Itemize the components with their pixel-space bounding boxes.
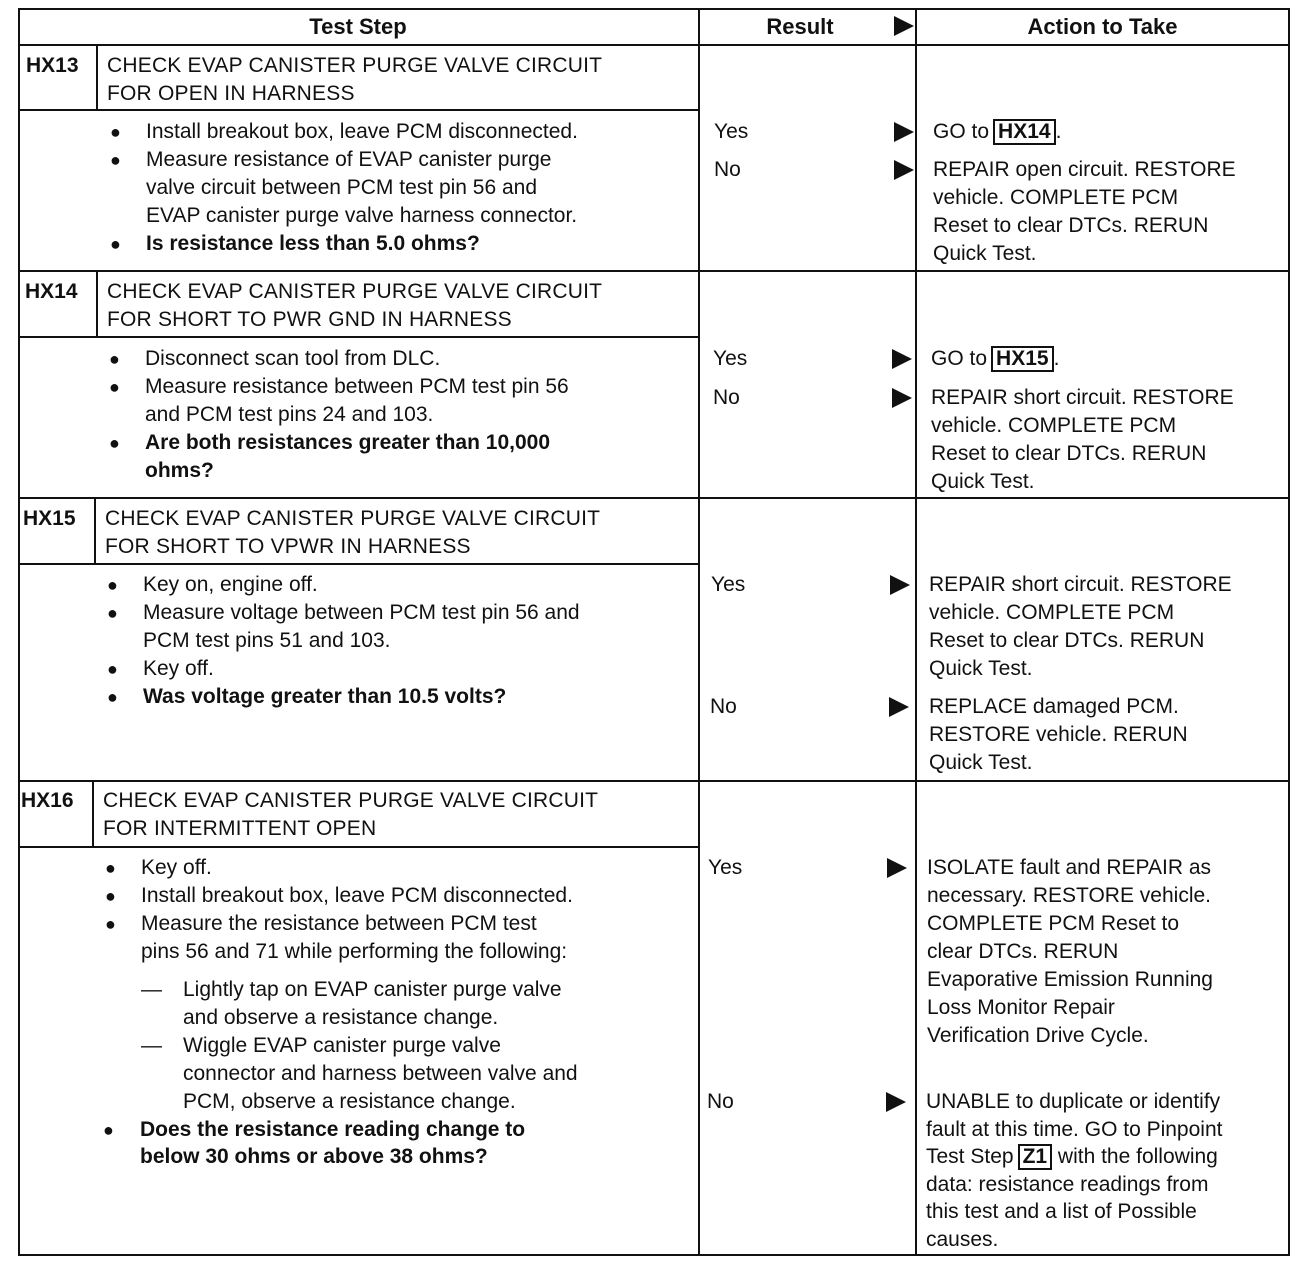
bullet-icon: ●	[107, 575, 118, 595]
col-divider-result	[698, 8, 700, 1256]
step-title-hx15: CHECK EVAP CANISTER PURGE VALVE CIRCUIT	[105, 507, 601, 530]
action-no-hx14: REPAIR short circuit. RESTORE	[931, 386, 1234, 409]
question: Is resistance less than 5.0 ohms?	[146, 232, 480, 255]
action-yes-hx16: Evaporative Emission Running	[927, 968, 1213, 991]
action-no-hx16: fault at this time. GO to Pinpoint	[926, 1118, 1223, 1141]
test-step-table	[18, 8, 1290, 1256]
action-no-hx16: UNABLE to duplicate or identify	[926, 1090, 1221, 1113]
border-right	[1288, 8, 1290, 1256]
arrow-icon	[889, 697, 909, 717]
action-yes-hx14	[931, 345, 1059, 373]
action-no-hx16: this test and a list of Possible	[926, 1200, 1197, 1223]
question: Are both resistances greater than 10,000	[145, 431, 551, 454]
sub-instruction: connector and harness between valve and	[183, 1062, 578, 1085]
bullet-icon: ●	[109, 349, 120, 369]
bullet-icon: ●	[110, 234, 121, 254]
row-divider-3	[18, 780, 1290, 782]
step-title-hx14: FOR SHORT TO PWR GND IN HARNESS	[107, 308, 512, 331]
action-yes-hx16: COMPLETE PCM Reset to	[927, 912, 1180, 935]
step-title-hx15: FOR SHORT TO VPWR IN HARNESS	[105, 535, 471, 558]
question: Was voltage greater than 10.5 volts?	[143, 685, 507, 708]
step-title-hx14: CHECK EVAP CANISTER PURGE VALVE CIRCUIT	[107, 280, 603, 303]
sub-instruction: Lightly tap on EVAP canister purge valve	[183, 978, 562, 1001]
id-divider-hx14	[96, 270, 98, 336]
instruction: Measure resistance between PCM test pin 56	[145, 375, 569, 398]
question: below 30 ohms or above 38 ohms?	[140, 1145, 488, 1168]
action-no-hx14: vehicle. COMPLETE PCM	[931, 414, 1177, 437]
instruction: Measure voltage between PCM test pin 56 and	[143, 601, 580, 624]
sub-instruction: and observe a resistance change.	[183, 1006, 499, 1029]
header-test-step: Test Step	[309, 14, 407, 39]
action-yes-hx15: vehicle. COMPLETE PCM	[929, 601, 1175, 624]
step-id-hx14: HX14	[25, 280, 78, 303]
action-yes-hx16: Verification Drive Cycle.	[927, 1024, 1149, 1047]
result-no: No	[710, 695, 737, 718]
id-divider-hx16	[92, 780, 94, 846]
instruction: Measure the resistance between PCM test	[141, 912, 537, 935]
action-no-hx15: Quick Test.	[929, 751, 1033, 774]
result-no: No	[713, 386, 740, 409]
action-text: .	[1053, 347, 1060, 370]
arrow-icon	[886, 1092, 906, 1112]
action-no-hx13: REPAIR open circuit. RESTORE	[933, 158, 1236, 181]
arrow-icon	[892, 388, 912, 408]
bullet-icon: ●	[110, 150, 121, 170]
action-yes-hx15: Quick Test.	[929, 657, 1033, 680]
step-reference-z1[interactable]: Z1	[1018, 1144, 1053, 1170]
title-underline-hx16	[18, 846, 700, 848]
action-text: .	[1055, 120, 1062, 143]
action-yes-hx16: ISOLATE fault and REPAIR as	[927, 856, 1212, 879]
arrow-icon	[887, 858, 907, 878]
bullet-icon: ●	[107, 687, 118, 707]
result-yes: Yes	[708, 856, 743, 879]
step-title-hx16: CHECK EVAP CANISTER PURGE VALVE CIRCUIT	[103, 789, 599, 812]
action-no-hx16: causes.	[926, 1228, 999, 1251]
sub-instruction: Wiggle EVAP canister purge valve	[183, 1034, 501, 1057]
action-text: Test Step	[926, 1145, 1014, 1168]
dash-icon: —	[141, 1034, 162, 1057]
bullet-icon: ●	[107, 659, 118, 679]
instruction: valve circuit between PCM test pin 56 and	[146, 176, 538, 199]
step-id-hx13: HX13	[26, 54, 79, 77]
border-bottom	[18, 1254, 1290, 1256]
bullet-icon: ●	[105, 886, 116, 906]
header-arrow-icon	[894, 16, 914, 36]
instruction: PCM test pins 51 and 103.	[143, 629, 391, 652]
step-id-hx16: HX16	[21, 789, 74, 812]
instruction: and PCM test pins 24 and 103.	[145, 403, 434, 426]
result-yes: Yes	[711, 573, 746, 596]
bullet-icon: ●	[103, 1120, 114, 1140]
question: Does the resistance reading change to	[140, 1118, 526, 1141]
result-yes: Yes	[713, 347, 748, 370]
bullet-icon: ●	[109, 377, 120, 397]
action-text: GO to	[933, 120, 990, 143]
action-no-hx15: RESTORE vehicle. RERUN	[929, 723, 1188, 746]
step-reference-hx14[interactable]: HX14	[993, 119, 1056, 145]
arrow-icon	[890, 575, 910, 595]
bullet-icon: ●	[109, 433, 120, 453]
action-no-hx15: REPLACE damaged PCM.	[929, 695, 1179, 718]
header-action: Action to Take	[1027, 14, 1178, 39]
action-no-hx13: Quick Test.	[933, 242, 1037, 265]
action-yes-hx15: Reset to clear DTCs. RERUN	[929, 629, 1205, 652]
step-title-hx13: FOR OPEN IN HARNESS	[107, 82, 355, 105]
instruction: Disconnect scan tool from DLC.	[145, 347, 441, 370]
title-underline-hx14	[18, 336, 700, 338]
action-no-hx14: Reset to clear DTCs. RERUN	[931, 442, 1207, 465]
col-divider-action	[915, 8, 917, 1256]
action-no-hx16-ref-line	[926, 1143, 1218, 1171]
header-result: Result	[766, 14, 834, 39]
action-no-hx13: Reset to clear DTCs. RERUN	[933, 214, 1209, 237]
id-divider-hx13	[96, 44, 98, 110]
sub-instruction: PCM, observe a resistance change.	[183, 1090, 516, 1113]
result-no: No	[707, 1090, 734, 1113]
action-no-hx16: data: resistance readings from	[926, 1173, 1209, 1196]
instruction: Install breakout box, leave PCM disconnected.	[146, 120, 578, 143]
step-reference-hx15[interactable]: HX15	[991, 346, 1054, 372]
bullet-icon: ●	[107, 603, 118, 623]
result-no: No	[714, 158, 741, 181]
instruction: EVAP canister purge valve harness connector.	[146, 204, 578, 227]
instruction: Key off.	[141, 856, 212, 879]
action-yes-hx15: REPAIR short circuit. RESTORE	[929, 573, 1232, 596]
instruction: pins 56 and 71 while performing the following:	[141, 940, 568, 963]
step-id-hx15: HX15	[23, 507, 76, 530]
question: ohms?	[145, 459, 214, 482]
row-divider-1	[18, 270, 1290, 272]
step-title-hx13: CHECK EVAP CANISTER PURGE VALVE CIRCUIT	[107, 54, 603, 77]
step-title-hx16: FOR INTERMITTENT OPEN	[103, 817, 377, 840]
dash-icon: —	[141, 978, 162, 1001]
instruction: Key on, engine off.	[143, 573, 318, 596]
bullet-icon: ●	[110, 122, 121, 142]
title-underline-hx13	[18, 109, 700, 111]
action-yes-hx16: Loss Monitor Repair	[927, 996, 1115, 1019]
action-yes-hx16: clear DTCs. RERUN	[927, 940, 1119, 963]
action-text: GO to	[931, 347, 988, 370]
action-no-hx13: vehicle. COMPLETE PCM	[933, 186, 1179, 209]
title-underline-hx15	[18, 563, 700, 565]
instruction: Install breakout box, leave PCM disconnected.	[141, 884, 573, 907]
bullet-icon: ●	[105, 914, 116, 934]
border-left	[18, 8, 20, 1256]
id-divider-hx15	[94, 497, 96, 563]
result-yes: Yes	[714, 120, 749, 143]
action-yes-hx16: necessary. RESTORE vehicle.	[927, 884, 1211, 907]
row-divider-2	[18, 497, 1290, 499]
arrow-icon	[894, 122, 914, 142]
arrow-icon	[892, 349, 912, 369]
action-yes-hx13	[933, 118, 1061, 146]
instruction: Measure resistance of EVAP canister purge	[146, 148, 552, 171]
arrow-icon	[894, 160, 914, 180]
instruction: Key off.	[143, 657, 214, 680]
bullet-icon: ●	[105, 858, 116, 878]
action-text: with the following	[1057, 1145, 1218, 1168]
action-no-hx14: Quick Test.	[931, 470, 1035, 493]
